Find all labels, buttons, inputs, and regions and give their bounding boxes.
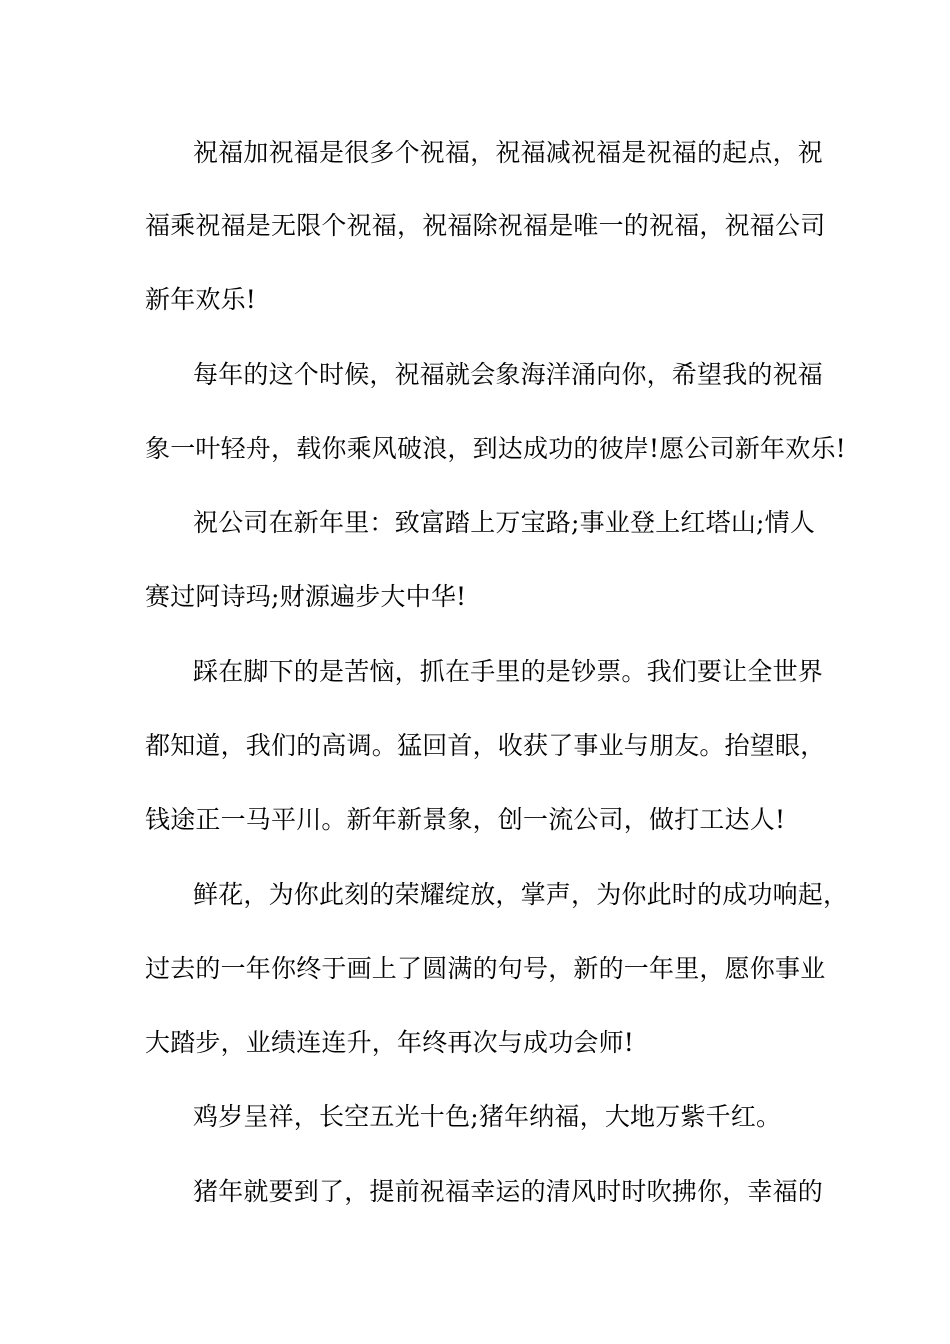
text-line-15: 猪年就要到了，提前祝福幸运的清风时时吹拂你，幸福的 [193, 1177, 824, 1206]
text-line-1: 祝福加祝福是很多个祝福，祝福减祝福是祝福的起点，祝 [193, 138, 824, 167]
text-line-11: 鲜花，为你此刻的荣耀绽放，掌声，为你此时的成功响起， [193, 880, 849, 909]
text-line-13: 大踏步，业绩连连升，年终再次与成功会师! [145, 1028, 635, 1057]
text-line-9: 都知道，我们的高调。猛回首，收获了事业与朋友。抬望眼， [145, 731, 826, 760]
text-line-3: 新年欢乐! [145, 285, 257, 314]
text-line-7: 赛过阿诗玛;财源遍步大中华! [145, 582, 467, 611]
text-line-14: 鸡岁呈祥，长空五光十色;猪年纳福，大地万紫千红。 [193, 1102, 782, 1131]
text-line-2: 福乘祝福是无限个祝福，祝福除祝福是唯一的祝福，祝福公司 [145, 211, 826, 240]
text-line-4: 每年的这个时候，祝福就会象海洋涌向你，希望我的祝福 [193, 360, 824, 389]
text-line-8: 踩在脚下的是苦恼，抓在手里的是钞票。我们要让全世界 [193, 657, 824, 686]
text-line-5: 象一叶轻舟，载你乘风破浪，到达成功的彼岸!愿公司新年欢乐! [145, 434, 846, 463]
text-line-6: 祝公司在新年里：致富踏上万宝路;事业登上红塔山;情人 [193, 508, 816, 537]
text-line-10: 钱途正一马平川。新年新景象，创一流公司，做打工达人! [145, 805, 786, 834]
text-line-12: 过去的一年你终于画上了圆满的句号，新的一年里，愿你事业 [145, 954, 826, 983]
